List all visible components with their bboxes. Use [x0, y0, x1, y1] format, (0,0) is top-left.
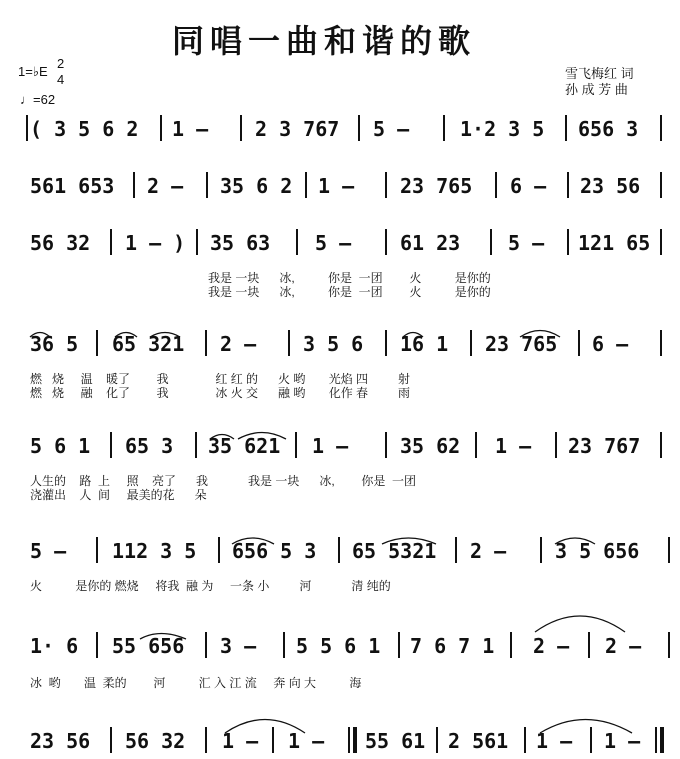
- barline: [524, 727, 526, 753]
- measure: 35 6 2: [220, 174, 293, 198]
- barline: [455, 537, 457, 563]
- barline: [578, 330, 580, 356]
- measure: 1 –: [495, 434, 532, 458]
- barline: [565, 115, 567, 141]
- measure: 23 56: [580, 174, 641, 198]
- music-row-6: [0, 535, 680, 595]
- measure: 55 656: [112, 634, 185, 658]
- lyricist-credit: 雪飞梅红 词: [565, 66, 634, 81]
- barline: [195, 432, 197, 458]
- barline: [206, 172, 208, 198]
- barline: [96, 330, 98, 356]
- barline: [398, 632, 400, 658]
- measure: 3 5 6: [303, 332, 364, 356]
- barline: [26, 115, 28, 141]
- barline: [305, 172, 307, 198]
- measure: 16 1: [400, 332, 449, 356]
- barline: [588, 632, 590, 658]
- barline: [668, 537, 670, 563]
- barline: [160, 115, 162, 141]
- measure: 2 –: [533, 634, 570, 658]
- measure: 2 –: [220, 332, 257, 356]
- measure: 5 –: [508, 231, 545, 255]
- barline: [358, 115, 360, 141]
- measure: 3 –: [220, 634, 257, 658]
- barline: [436, 727, 438, 753]
- measure: 56 32: [30, 231, 91, 255]
- measure: 35 63: [210, 231, 271, 255]
- barline: [110, 229, 112, 255]
- measure: 35 62: [400, 434, 461, 458]
- measure: 23 767: [568, 434, 641, 458]
- lyrics-verse-1: 火 是你的 燃烧 将我 融 为 一条 小 河 清 纯的: [30, 579, 391, 593]
- barline: [385, 330, 387, 356]
- barline: [510, 632, 512, 658]
- measure: 1 – ): [125, 231, 186, 255]
- barline: [660, 330, 662, 356]
- music-row-5: [0, 430, 680, 500]
- barline: [205, 330, 207, 356]
- measure: 656 5 3: [232, 539, 317, 563]
- barline: [555, 432, 557, 458]
- measure: 61 23: [400, 231, 461, 255]
- barline: [660, 229, 662, 255]
- music-row-8: [0, 725, 680, 759]
- barline: [668, 632, 670, 658]
- barline: [385, 432, 387, 458]
- barline: [205, 632, 207, 658]
- barline: [205, 727, 207, 753]
- measure: 1· 6: [30, 634, 79, 658]
- barline: [110, 727, 112, 753]
- composer-credit: 孙 成 芳 曲: [565, 82, 628, 97]
- barline: [338, 537, 340, 563]
- lyrics-verse-2: 我是 一块 冰, 你是 一团 火 是你的: [208, 285, 491, 299]
- lyrics-verse-1: 燃 烧 温 暖了 我 红 红 的 火 哟 光焰 四 射: [30, 372, 411, 386]
- measure: 2 561: [448, 729, 509, 753]
- tempo-marking: ♩=62: [20, 92, 56, 107]
- measure: 5 –: [30, 539, 67, 563]
- barline: [133, 172, 135, 198]
- barline: [288, 330, 290, 356]
- barline: [240, 115, 242, 141]
- barline: [495, 172, 497, 198]
- measure: 1 –: [288, 729, 325, 753]
- barline: [590, 727, 592, 753]
- barline: [660, 115, 662, 141]
- barline: [296, 229, 298, 255]
- barline: [567, 229, 569, 255]
- barline: [283, 632, 285, 658]
- barline: [443, 115, 445, 141]
- time-signature-bottom: 4: [57, 72, 65, 87]
- measure: 55 61: [365, 729, 426, 753]
- measure: 112 3 5: [112, 539, 197, 563]
- music-row-3: [0, 227, 680, 297]
- repeat-barline-thick: [353, 727, 357, 753]
- measure: 2 3 767: [255, 117, 340, 141]
- time-signature-top: 2: [57, 56, 65, 71]
- measure: 1 –: [222, 729, 259, 753]
- measure: 1 –: [172, 117, 209, 141]
- barline: [540, 537, 542, 563]
- measure: 121 65: [578, 231, 651, 255]
- barline: [385, 172, 387, 198]
- measure: 1·2 3 5: [460, 117, 545, 141]
- music-row-1: [0, 113, 680, 143]
- measure: 35 621: [208, 434, 281, 458]
- measure: 2 –: [470, 539, 507, 563]
- measure: 23 765: [400, 174, 473, 198]
- measure: 1 –: [536, 729, 573, 753]
- barline: [196, 229, 198, 255]
- barline: [475, 432, 477, 458]
- measure: 5 –: [315, 231, 352, 255]
- barline: [385, 229, 387, 255]
- lyrics-verse-1: 人生的 路 上 照 亮了 我 我是 一块 冰, 你是 一团: [30, 474, 417, 488]
- measure: 7 6 7 1: [410, 634, 495, 658]
- measure: 65 5321: [352, 539, 437, 563]
- final-barline-thick: [660, 727, 664, 753]
- measure: 23 56: [30, 729, 91, 753]
- barline: [660, 432, 662, 458]
- credits: [565, 66, 634, 98]
- measure: 1 –: [604, 729, 641, 753]
- lyrics-verse-2: 燃 烧 融 化了 我 冰 火 交 融 哟 化作 春 雨: [30, 386, 411, 400]
- barline: [490, 229, 492, 255]
- barline: [567, 172, 569, 198]
- measure: 23 765: [485, 332, 558, 356]
- lyrics-verse-1: 冰 哟 温 柔的 河 汇 入 江 流 奔 向 大 海: [30, 676, 362, 690]
- barline: [470, 330, 472, 356]
- barline: [110, 432, 112, 458]
- barline: [660, 172, 662, 198]
- measure: 36 5: [30, 332, 79, 356]
- barline: [96, 632, 98, 658]
- measure: 5 5 6 1: [296, 634, 381, 658]
- measure: 65 3: [125, 434, 174, 458]
- barline: [295, 432, 297, 458]
- measure: 1 –: [318, 174, 355, 198]
- page-title: 同唱一曲和谐的歌: [172, 22, 477, 60]
- measure: 5 6 1: [30, 434, 91, 458]
- measure: 56 32: [125, 729, 186, 753]
- measure: 65 321: [112, 332, 185, 356]
- measure: 1 –: [312, 434, 349, 458]
- key-signature: 1=♭E: [18, 64, 48, 79]
- measure: 2 –: [147, 174, 184, 198]
- music-row-2: [0, 170, 680, 200]
- repeat-barline-thin: [348, 727, 350, 753]
- barline: [96, 537, 98, 563]
- measure: 5 –: [373, 117, 410, 141]
- music-row-4: [0, 328, 680, 398]
- measure: 3 5 656: [555, 539, 640, 563]
- barline: [272, 727, 274, 753]
- final-barline-thin: [655, 727, 657, 753]
- lyrics-verse-1: 我是 一块 冰, 你是 一团 火 是你的: [208, 271, 491, 285]
- lyrics-verse-2: 浇灌出 人 间 最美的花 朵: [30, 488, 207, 502]
- music-row-7: [0, 630, 680, 690]
- measure: 6 –: [592, 332, 629, 356]
- measure: ( 3 5 6 2: [30, 117, 139, 141]
- measure: 656 3: [578, 117, 639, 141]
- barline: [218, 537, 220, 563]
- measure: 2 –: [605, 634, 642, 658]
- measure: 561 653: [30, 174, 115, 198]
- measure: 6 –: [510, 174, 547, 198]
